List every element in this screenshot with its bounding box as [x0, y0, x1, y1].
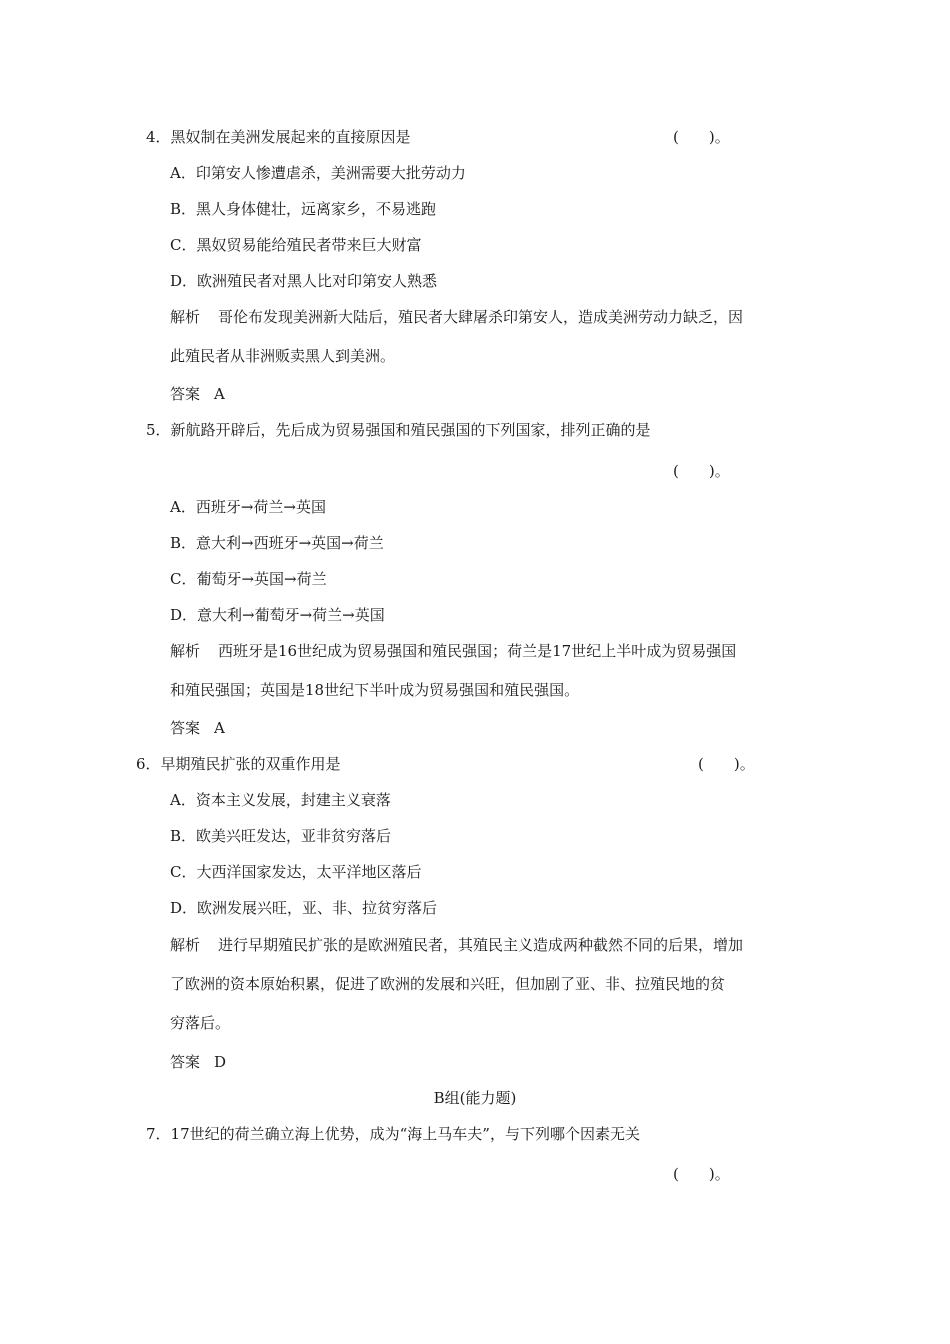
q6-analysis-line-2: 了欧洲的资本原始积累，促进了欧洲的发展和兴旺，但加剧了亚、非、拉殖民地的贫: [170, 975, 726, 993]
q5-answer: [170, 718, 225, 738]
q5-option-d: D．意大利→葡萄牙→荷兰→英国: [170, 606, 385, 624]
q6-analysis-line-3: 穷落后。: [170, 1014, 231, 1032]
q4-option-b: B．黑人身体健壮，远离家乡，不易逃跑: [170, 200, 437, 218]
q6-analysis-label: 解析: [170, 936, 201, 954]
q7-stem: 7．17世纪的荷兰确立海上优势，成为“海上马车夫”，与下列哪个因素无关: [146, 1125, 640, 1143]
q6-analysis-text: 进行早期殖民扩张的是欧洲殖民者，其殖民主义造成两种截然不同的后果，增加: [218, 936, 744, 954]
q4-answer: [170, 384, 225, 404]
q4-answer-label: 答案: [170, 385, 201, 403]
q4-option-c: C．黑奴贸易能给殖民者带来巨大财富: [170, 236, 422, 254]
q6-option-d: D．欧洲发展兴旺，亚、非、拉贫穷落后: [170, 899, 438, 917]
q6-stem: 6．早期殖民扩张的双重作用是: [136, 755, 341, 773]
q4-option-d: D．欧洲殖民者对黑人比对印第安人熟悉: [170, 272, 438, 290]
q5-answer-paren: ( )。: [673, 462, 730, 480]
q4-analysis-text: 哥伦布发现美洲新大陆后，殖民者大肆屠杀印第安人，造成美洲劳动力缺乏，因: [218, 308, 744, 326]
q5-option-c: C．葡萄牙→英国→荷兰: [170, 570, 327, 588]
q6-option-b: B．欧美兴旺发达，亚非贫穷落后: [170, 827, 392, 845]
q5-answer-label: 答案: [170, 719, 201, 737]
q6-answer-value: D: [214, 1053, 227, 1071]
q5-analysis-line-2: 和殖民强国；英国是18世纪下半叶成为贸易强国和殖民强国。: [170, 681, 580, 699]
q6-option-c: C．大西洋国家发达，太平洋地区落后: [170, 863, 422, 881]
q4-option-a: A．印第安人惨遭虐杀，美洲需要大批劳动力: [170, 164, 466, 182]
q5-analysis-line-1: [170, 641, 736, 661]
q6-option-a: A．资本主义发展，封建主义衰落: [170, 791, 391, 809]
q6-analysis-line-1: [170, 935, 743, 955]
q4-answer-value: A: [214, 385, 225, 403]
q5-analysis-label: 解析: [170, 642, 201, 660]
q6-answer-label: 答案: [170, 1053, 201, 1071]
q5-option-b: B．意大利→西班牙→英国→荷兰: [170, 534, 384, 552]
q4-analysis-line-2: 此殖民者从非洲贩卖黑人到美洲。: [170, 347, 396, 365]
q4-analysis-line-1: [170, 307, 743, 327]
q6-answer: [170, 1052, 226, 1072]
q4-answer-paren: ( )。: [673, 128, 730, 146]
q6-answer-paren: ( )。: [698, 755, 755, 773]
q5-option-a: A．西班牙→荷兰→英国: [170, 498, 326, 516]
q4-analysis-label: 解析: [170, 308, 201, 326]
section-b-heading: B组(能力题): [433, 1089, 517, 1107]
q5-analysis-text: 西班牙是16世纪成为贸易强国和殖民强国；荷兰是17世纪上半叶成为贸易强国: [218, 642, 737, 660]
q5-answer-value: A: [214, 719, 225, 737]
q4-stem: 4．黑奴制在美洲发展起来的直接原因是: [146, 128, 411, 146]
q7-answer-paren: ( )。: [673, 1165, 730, 1183]
q5-stem: 5．新航路开辟后，先后成为贸易强国和殖民强国的下列国家，排列正确的是: [146, 421, 651, 439]
